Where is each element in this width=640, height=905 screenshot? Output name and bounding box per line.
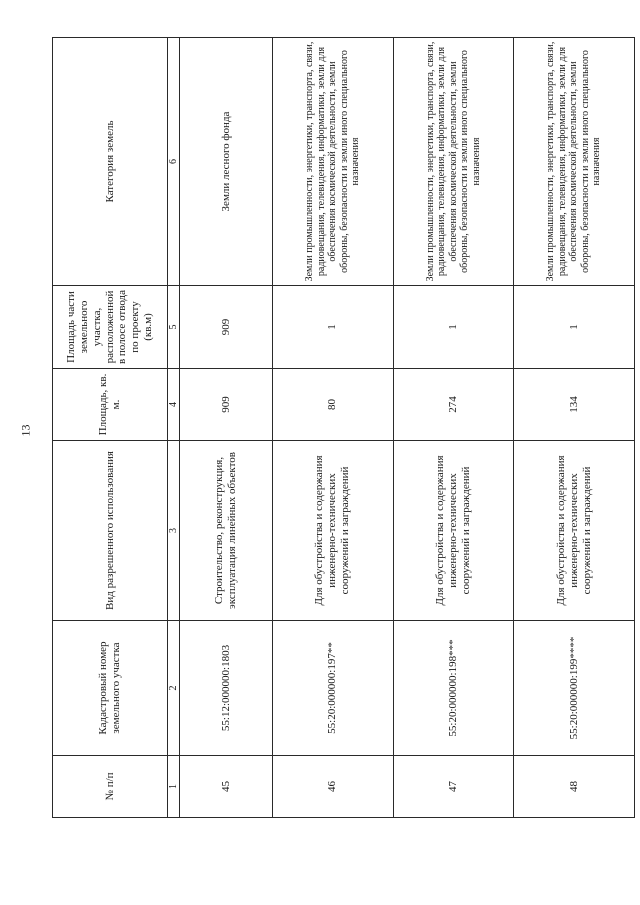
header-number: № п/п <box>53 756 168 818</box>
header-area: Площадь, кв. м. <box>53 369 168 441</box>
land-plots-table-frame <box>52 38 635 818</box>
header-cadastral-number: Кадастровый номер земельного участка <box>53 621 168 756</box>
cell-permitted-use: Для обустройства и содержания инженерно-технических сооружений и заграждений <box>393 441 514 621</box>
page-number <box>16 402 36 458</box>
cell-area: 909 <box>180 369 273 441</box>
cell-cadastral-number: 55:20:000000:199**** <box>514 621 635 756</box>
table-row <box>393 38 514 818</box>
column-index: 5 <box>168 286 180 369</box>
column-index: 3 <box>168 441 180 621</box>
cell-part-area: 1 <box>393 286 514 369</box>
table-row <box>180 38 273 818</box>
cell-land-category: Земли промышленности, энергетики, транспорта, связи, радиовещания, телевидения, информатики, земли для обеспечения космической деятельности, земли обороны, безопасности и земли иного специального назначения <box>393 38 514 286</box>
land-plots-table <box>52 37 635 818</box>
cell-land-category: Земли промышленности, энергетики, транспорта, связи, радиовещания, телевидения, информатики, земли для обеспечения космической деятельности, земли обороны, безопасности и земли иного специального назначения <box>514 38 635 286</box>
header-part-area: Площадь части земельного участка, расположенной в полосе отвода по проекту (кв.м) <box>53 286 168 369</box>
cell-land-category: Земли промышленности, энергетики, транспорта, связи, радиовещания, телевидения, информатики, земли для обеспечения космической деятельности, земли обороны, безопасности и земли иного специального назначения <box>273 38 394 286</box>
cell-number: 47 <box>393 756 514 818</box>
cell-number: 48 <box>514 756 635 818</box>
table-header-row <box>53 38 168 818</box>
column-index-row <box>168 38 180 818</box>
cell-permitted-use: Для обустройства и содержания инженерно-технических сооружений и заграждений <box>273 441 394 621</box>
table-row <box>273 38 394 818</box>
cell-area: 80 <box>273 369 394 441</box>
page-number-text: 13 <box>18 424 33 436</box>
cell-cadastral-number: 55:20:000000:198*** <box>393 621 514 756</box>
column-index: 2 <box>168 621 180 756</box>
cell-cadastral-number: 55:20:000000:197** <box>273 621 394 756</box>
column-index: 6 <box>168 38 180 286</box>
column-index: 4 <box>168 369 180 441</box>
cell-part-area: 1 <box>273 286 394 369</box>
table-row <box>514 38 635 818</box>
cell-area: 134 <box>514 369 635 441</box>
cell-cadastral-number: 55:12:000000:1803 <box>180 621 273 756</box>
cell-part-area: 909 <box>180 286 273 369</box>
header-permitted-use: Вид разрешенного использования <box>53 441 168 621</box>
cell-area: 274 <box>393 369 514 441</box>
cell-part-area: 1 <box>514 286 635 369</box>
cell-number: 45 <box>180 756 273 818</box>
cell-land-category: Земли лесного фонда <box>180 38 273 286</box>
cell-permitted-use: Строительство, реконструкция, эксплуатация линейных объектов <box>180 441 273 621</box>
cell-permitted-use: Для обустройства и содержания инженерно-технических сооружений и заграждений <box>514 441 635 621</box>
column-index: 1 <box>168 756 180 818</box>
rotated-table-container <box>52 38 635 818</box>
cell-number: 46 <box>273 756 394 818</box>
header-land-category: Категория земель <box>53 38 168 286</box>
